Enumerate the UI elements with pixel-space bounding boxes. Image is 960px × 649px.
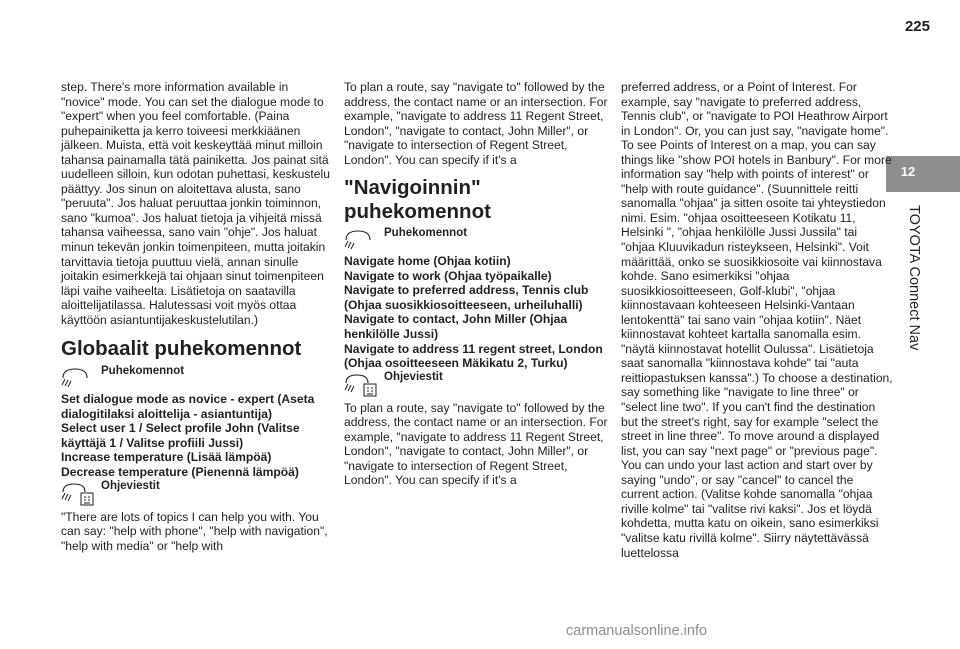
command-item: Navigate to work (Ohjaa työpaikalle) xyxy=(344,268,552,283)
intro-paragraph: step. There's more information available in "novice" mode. You can set the dialogue mode to "expert" when you feel comfortable. (Paina puhepainiketta ja kerro toiveesi merkkiäänen jälkeen. Muista, että voit keskeyttää minut milloin tahansa painamalla tätä painiketta. Jos painat sitä uudelleen silloin, kun odotan puhettasi, keskustelu päättyy. Jos sinun on aloitettava alusta, sano "peruuta". Jos haluat peruuttaa jonkin toiminnon, sano "kumoa". Jos haluat tietoja ja vihjeitä missä tahansa vaiheessa, sano vain "ohje". Jos haluat minun tekevän jonkin toimenpiteen, mutta joitakin tarvittavia tietoja puuttuu vielä, annan sinulle joitakin esimerkkejä tai ohjaan sinut toimenpiteen läpi vaihe vaiheelta. Lisätietoja on saatavilla aloittelijatilassa. Halutessasi voit myös ottaa käyttöön asiantuntijakeskustelutilan.) xyxy=(61,80,330,327)
column-3 xyxy=(621,80,893,560)
section-heading: Globaalit puhekomennot xyxy=(61,337,302,361)
column-2 xyxy=(344,80,616,488)
column-1 xyxy=(61,80,333,553)
command-item: Navigate to preferred address, Tennis club (Ohjaa suosikkiosoitteeseen, urheiluhalli) xyxy=(344,283,589,312)
command-item: Navigate to contact, John Miller (Ohjaa henkilölle Jussi) xyxy=(344,312,568,342)
help-paragraph: "There are lots of topics I can help you with. You can say: "help with phone", "help with navigation", "help with media" or "help with xyxy=(61,509,328,553)
continued-paragraph: preferred address, or a Point of Interest. For example, say "navigate to preferred address, Tennis club", or "navigate to POI Heathrow Airport in London". Or, you can just say, "navigate home". To see Points of Interest on a map, you can say things like "show POI hotels in Banbury". For more information say "help with points of interest" or "help with route guidance". (Suunnittele reitti sanomalla "ohjaa" ja sitten osoite tai yhteystiedon nimi. Esim. "ohjaa osoitteeseen Kotikatu 11, Helsinki ", "ohjaa henkilölle Jussi Jussila" tai "ohjaa Kluuvikadun risteykseen, Helsinki". Voit määrittää, onko se suosikkiosoite vai kiinnostava kohde. Sano esimerkiksi "ohjaa suosikkiosoitteeseen, Golf-klubi", "ohjaa kiinnostavaan kohteeseen Helsinki-Vantaan lentokenttä" tai sano vain "ohjaa kotiin". Näet kiinnostavat kohteet kartalla sanomalla esim. "näytä kiinnostavat hotellit Oulussa". Lisätietoja saat sanomalla "kiinnostava kohde" tai "auta reittiopastuksen kanssa".) To choose a destination, say something like "navigate to line three" or "select line two". If you can't find the destination but the street's right, say for example "select the street in line three". To move around a displayed list, you can say "next page" or "previous page". You can undo your last action and start over by saying "undo", or say "cancel" to cancel the current action. (Valitse kohde sanomalla "ohjaa riville kolme" tai "valitse rivi kaksi". Jos et löydä kohdetta, mutta katu on oikein, sano esimerkiksi "valitse katu rivillä kolme". Siirry näytettävässä luettelossa xyxy=(621,80,893,560)
chapter-title: TOYOTA Connect Nav xyxy=(906,205,922,351)
page-number: 225 xyxy=(904,18,930,35)
command-item: Navigate to address 11 regent street, London (Ohjaa osoitteeseen Mäkikatu 2, Turku) xyxy=(344,341,603,371)
watermark: carmanualsonline.info xyxy=(566,623,708,639)
command-item: Decrease temperature (Pienennä lämpöä) xyxy=(61,465,299,480)
speech-help-icon xyxy=(61,480,95,506)
help-label-row xyxy=(61,480,333,506)
help-continued-paragraph: To plan a route, say "navigate to" followed by the address, the contact name or an intersection. For example, "navigate to address 11 Regent Street, London", "navigate to contact, John Miller", or "navigate to intersection of Regent Street, London". You can specify if it's a xyxy=(344,80,608,167)
command-item: Increase temperature (Lisää lämpöä) xyxy=(61,450,272,465)
commands-label: Puhekomennot xyxy=(101,365,185,378)
help-label: Ohjeviestit xyxy=(384,370,443,383)
commands-label-row xyxy=(61,365,333,391)
speech-icon xyxy=(61,365,95,391)
help-paragraph: To plan a route, say "navigate to" followed by the address, the contact name or an intersection. For example, "navigate to address 11 Regent Street, London", "navigate to contact, John Miller", or "navigate to intersection of Regent Street, London". You can specify if it's a xyxy=(344,400,608,488)
command-item: Navigate home (Ohjaa kotiin) xyxy=(344,254,511,269)
speech-help-icon xyxy=(344,371,378,397)
commands-label-row xyxy=(344,227,616,253)
section-heading: "Navigoinnin" puhekomennot xyxy=(344,176,491,224)
chapter-number: 12 xyxy=(900,164,916,179)
commands-label: Puhekomennot xyxy=(384,227,468,240)
command-item: Select user 1 / Select profile John (Valitse käyttäjä 1 / Valitse profiili Jussi) xyxy=(61,421,300,450)
speech-icon xyxy=(344,227,378,253)
help-label-row xyxy=(344,371,616,397)
command-item: Set dialogue mode as novice - expert (Aseta dialogitilaksi aloittelija - asiantuntija) xyxy=(61,392,315,421)
help-label: Ohjeviestit xyxy=(101,479,160,492)
